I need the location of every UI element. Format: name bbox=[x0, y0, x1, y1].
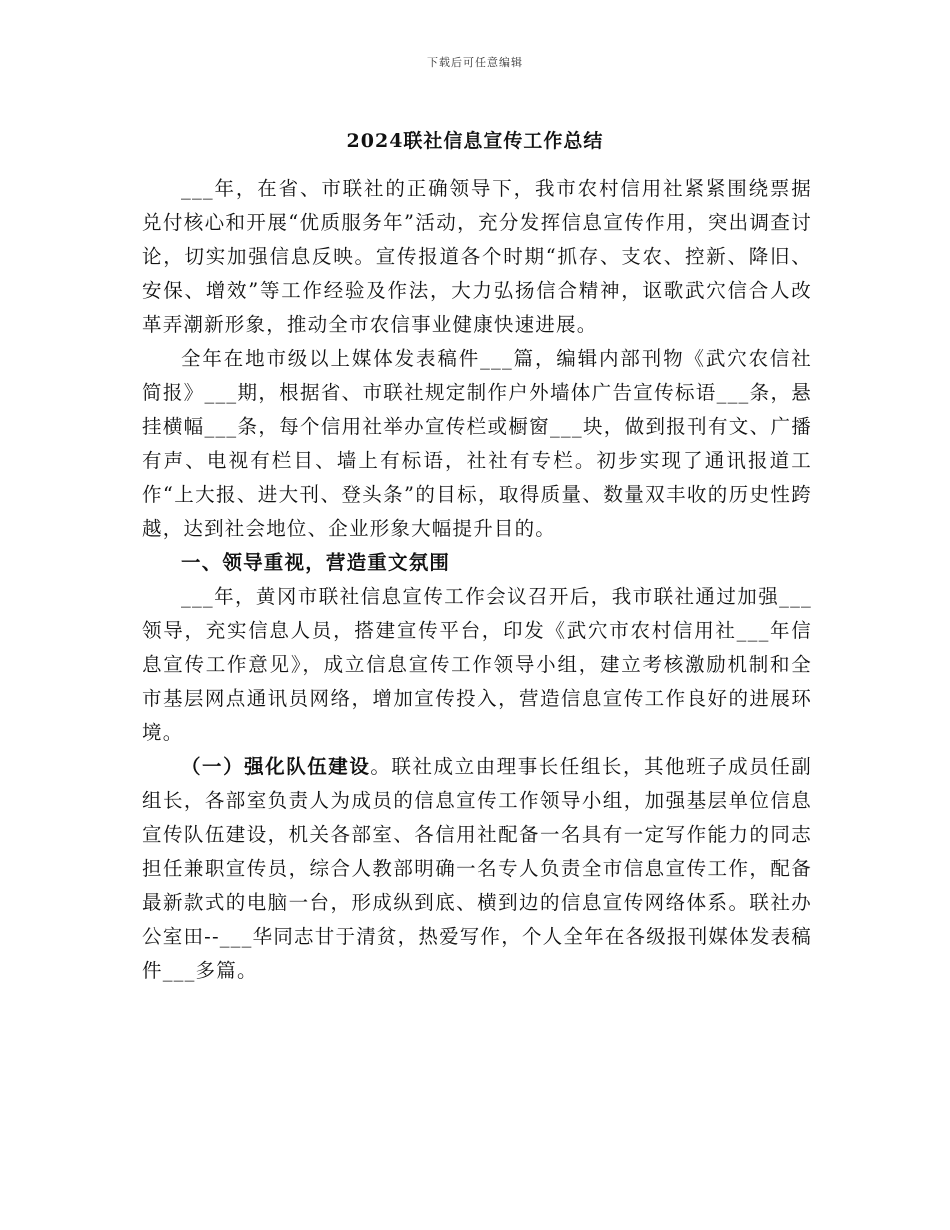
subsection-lead-1: （一）强化队伍建设 bbox=[181, 755, 371, 778]
header-note: 下载后可任意编辑 bbox=[427, 56, 523, 69]
paragraph-subsection-1 bbox=[142, 750, 812, 988]
document-body bbox=[142, 172, 812, 988]
paragraph-annual-results: 全年在地市级以上媒体发表稿件___篇，编辑内部刊物《武穴农信社简报》___期，根据省、市联社规定制作户外墙体广告宣传标语___条，悬挂横幅___条，每个信用社举办宣传栏或橱窗___块，做到报刊有文、广播有声、电视有栏目、墙上有标语，社社有专栏。初步实现了通讯报道工作“上大报、进大刊、登头条”的目标，取得质量、数量双丰收的历史性跨越，达到社会地位、企业形象大幅提升目的。 bbox=[142, 347, 812, 540]
paragraph-intro: ___年，在省、市联社的正确领导下，我市农村信用社紧紧围绕票据兑付核心和开展“优质服务年”活动，充分发挥信息宣传作用，突出调查讨论，切实加强信息反映。宣传报道各个时期“抓存、支农、控新、降旧、安保、增效”等工作经验及作法，大力弘扬信合精神，讴歌武穴信合人改革弄潮新形象，推动全市农信事业健康快速进展。 bbox=[142, 177, 812, 336]
page-title: 2024联社信息宣传工作总结 bbox=[346, 130, 604, 152]
section-heading-1: 一、领导重视，营造重文氛围 bbox=[181, 551, 451, 574]
paragraph-section-1: ___年，黄冈市联社信息宣传工作会议召开后，我市联社通过加强___领导，充实信息人员，搭建宣传平台，印发《武穴市农村信用社___年信息宣传工作意见》，成立信息宣传工作领导小组，建立考核激励机制和全市基层网点通讯员网络，增加宣传投入，营造信息宣传工作良好的进展环境。 bbox=[142, 585, 812, 744]
subsection-text-1: 。联社成立由理事长任组长，其他班子成员任副组长，各部室负责人为成员的信息宣传工作领导小组，加强基层单位信息宣传队伍建设，机关各部室、各信用社配备一名具有一定写作能力的同志担任兼职宣传员，综合人教部明确一名专人负责全市信息宣传工作，配备最新款式的电脑一台，形成纵到底、横到边的信息宣传网络体系。联社办公室田--___华同志甘于清贫，热爱写作，个人全年在各级报刊媒体发表稿件___多篇。 bbox=[142, 755, 812, 982]
